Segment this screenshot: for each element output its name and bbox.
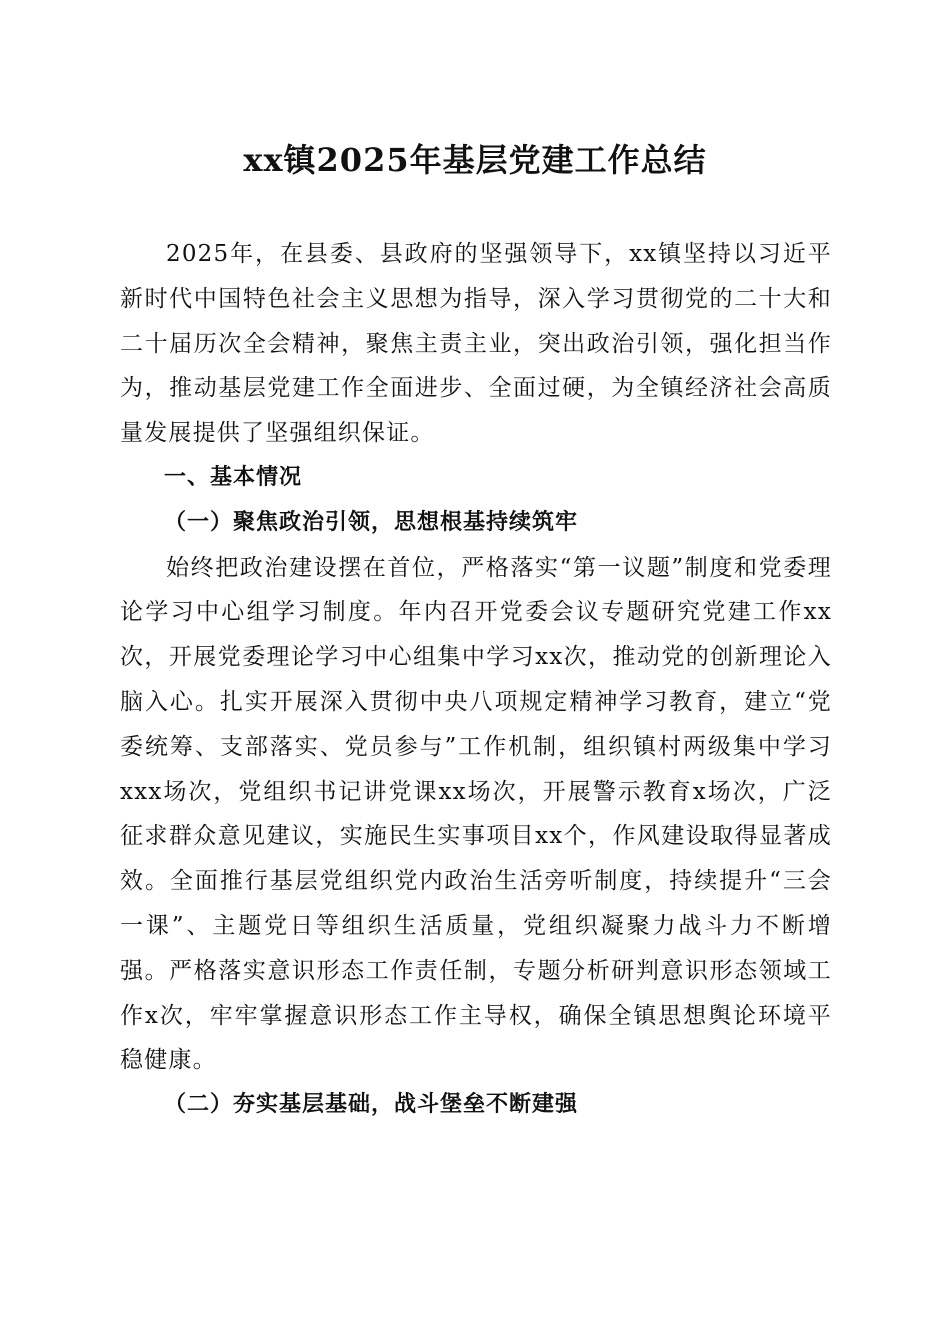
intro-paragraph: 2025年，在县委、县政府的坚强领导下，xx镇坚持以习近平新时代中国特色社会主义思想为指导，深入学习贯彻党的二十大和二十届历次全会精神，聚焦主责主业，突出政治引领，强化担当作为，推动基层党建工作全面进步、全面过硬，为全镇经济社会高质量发展提供了坚强组织保证。 bbox=[120, 241, 832, 447]
subsection-paragraph-political-leadership: 始终把政治建设摆在首位，严格落实“第一议题”制度和党委理论学习中心组学习制度。年内召开党委会议专题研究党建工作xx次，开展党委理论学习中心组集中学习xx次，推动党的创新理论入脑入心。扎实开展深入贯彻中央八项规定精神学习教育，建立“党委统筹、支部落实、党员参与”工作机制，组织镇村两级集中学习xxx场次，党组织书记讲党课xx场次，开展警示教育x场次，广泛征求群众意见建议，实施民生实事项目xx个，作风建设取得显著成效。全面推行基层党组织党内政治生活旁听制度，持续提升“三会一课”、主题党日等组织生活质量，党组织凝聚力战斗力不断增强。严格落实意识形态工作责任制，专题分析研判意识形态领域工作x次，牢牢掌握意识形态工作主导权，确保全镇思想舆论环境平稳健康。 bbox=[120, 554, 832, 1074]
document-body bbox=[120, 232, 832, 1128]
section-heading-basic-situation: 一、基本情况 bbox=[164, 464, 303, 490]
document-title: xx镇2025年基层党建工作总结 bbox=[243, 141, 707, 179]
subsection-heading-grassroots-foundation: （二）夯实基层基础，战斗堡垒不断建强 bbox=[164, 1092, 579, 1118]
subsection-heading-political-leadership: （一）聚焦政治引领，思想根基持续筑牢 bbox=[164, 509, 579, 535]
